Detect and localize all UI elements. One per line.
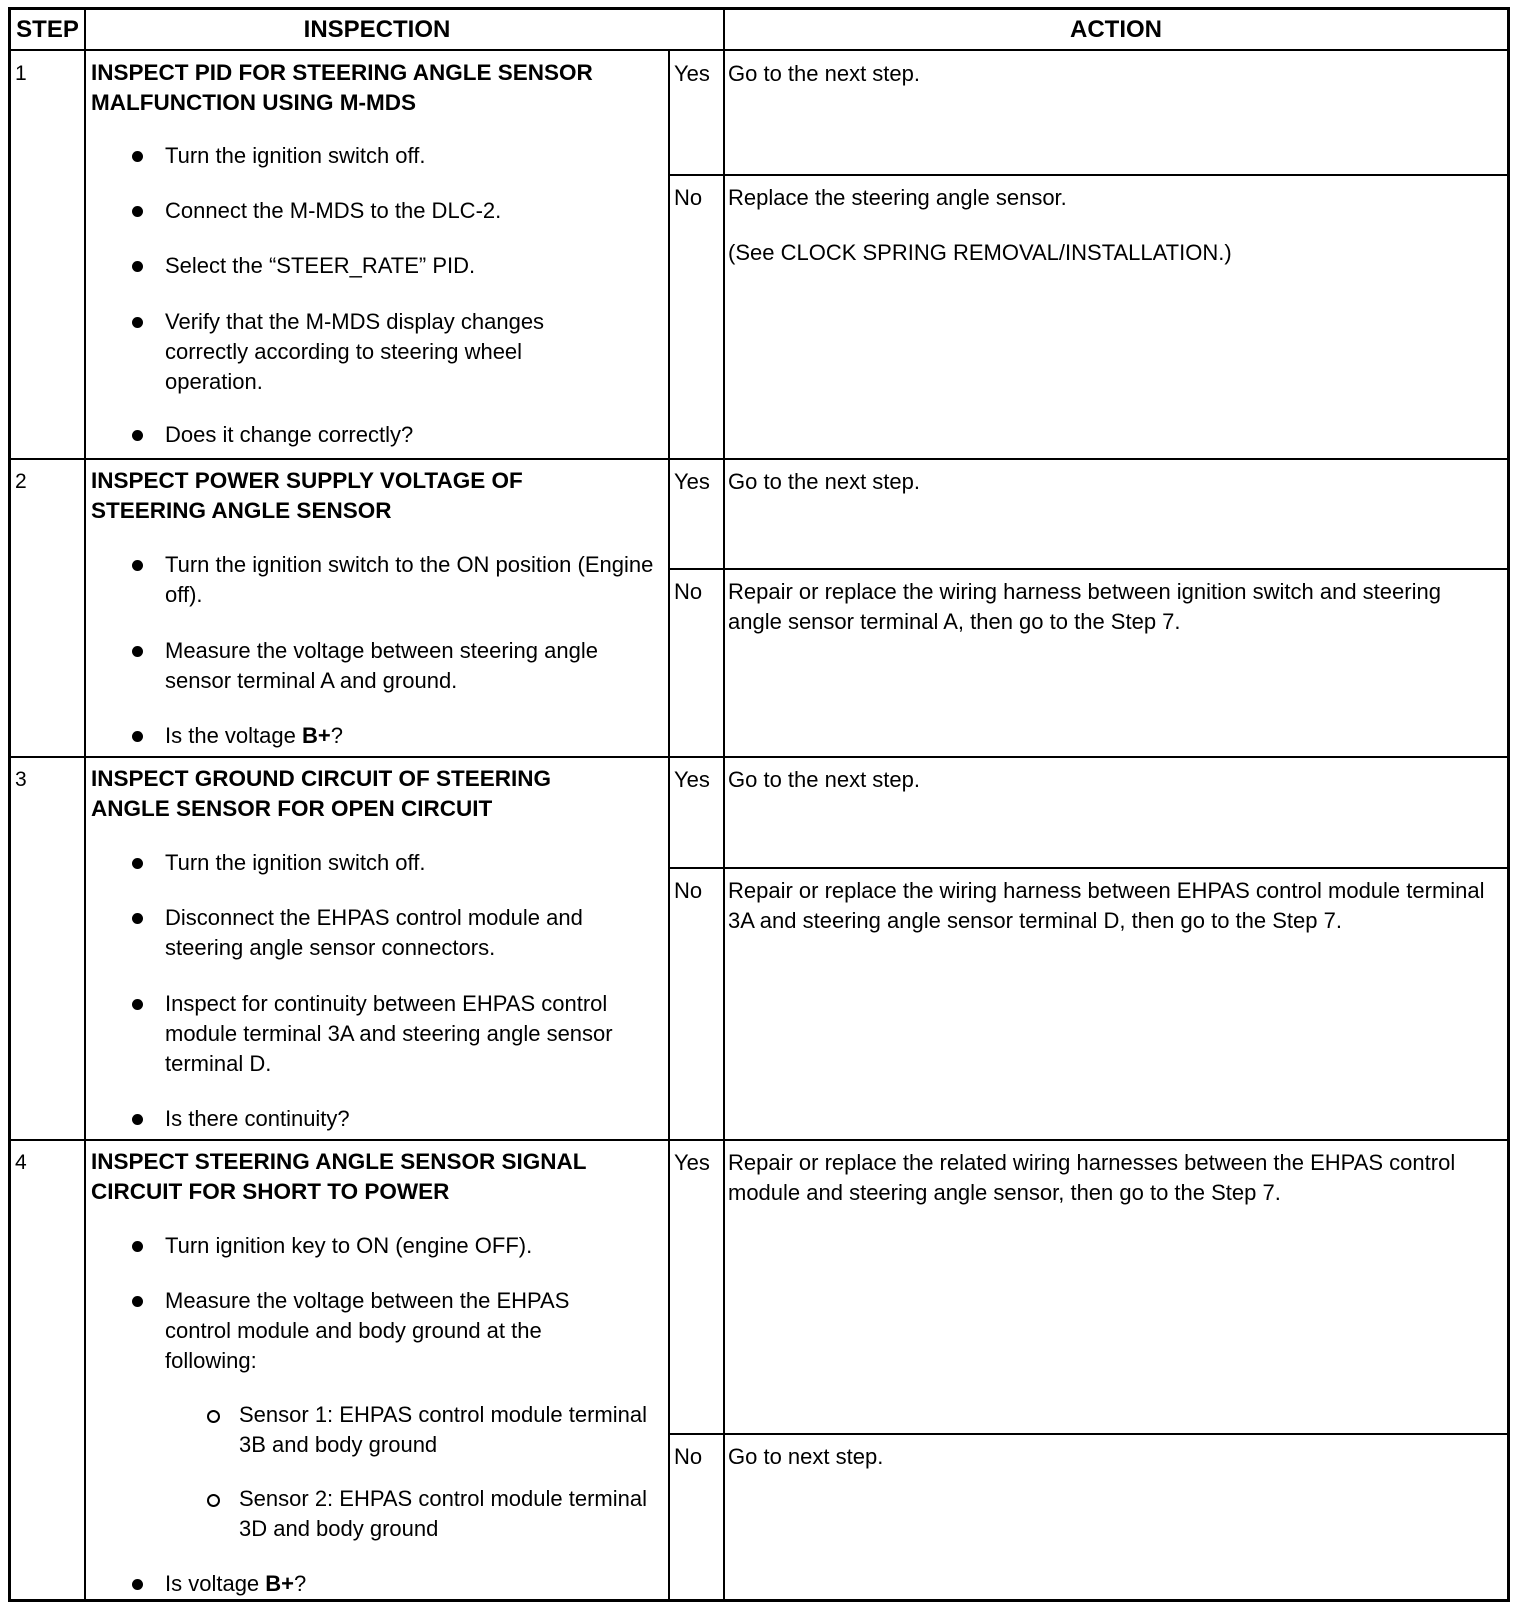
step-title bbox=[91, 764, 661, 824]
step-number: 4 bbox=[15, 1151, 27, 1174]
row-divider-2 bbox=[11, 756, 1507, 758]
title-line: ANGLE SENSOR FOR OPEN CIRCUIT bbox=[91, 796, 493, 821]
title-line: MALFUNCTION USING M-MDS bbox=[91, 90, 416, 115]
step-col-divider bbox=[84, 10, 86, 1602]
bullet-item: Measure the voltage between the EHPAS control module and body ground at the following: bbox=[165, 1286, 635, 1376]
step-number: 3 bbox=[15, 768, 27, 791]
step-number: 1 bbox=[15, 62, 27, 85]
no-label: No bbox=[674, 185, 703, 210]
diagnostic-table bbox=[8, 7, 1510, 1602]
no-action: Repair or replace the wiring harness between EHPAS control module terminal 3A and steering angle sensor terminal D, then go to the Step 7. bbox=[728, 878, 1485, 933]
header-inspection: INSPECTION bbox=[303, 16, 451, 43]
row-divider-1 bbox=[11, 458, 1507, 460]
no-action-note: (See CLOCK SPRING REMOVAL/INSTALLATION.) bbox=[728, 240, 1232, 265]
sub-item: Sensor 1: EHPAS control module terminal 3B and body ground bbox=[239, 1400, 659, 1460]
title-line: INSPECT GROUND CIRCUIT OF STEERING bbox=[91, 766, 552, 791]
title-line: CIRCUIT FOR SHORT TO POWER bbox=[91, 1179, 450, 1204]
no-action: Repair or replace the wiring harness between ignition switch and steering angle sensor terminal A, then go to the Step 7. bbox=[728, 579, 1441, 634]
yes-action: Go to the next step. bbox=[728, 767, 921, 792]
action-col-divider bbox=[723, 10, 725, 1602]
title-line: INSPECT PID FOR STEERING ANGLE SENSOR bbox=[91, 60, 593, 85]
bullet-question bbox=[165, 1569, 665, 1599]
no-label: No bbox=[674, 1444, 703, 1469]
question-value: B+ bbox=[265, 1571, 295, 1596]
title-line: INSPECT STEERING ANGLE SENSOR SIGNAL bbox=[91, 1149, 587, 1174]
yesno-col-divider bbox=[668, 49, 670, 1602]
bullet-item: Turn ignition key to ON (engine OFF). bbox=[165, 1231, 665, 1261]
bullet-item: Does it change correctly? bbox=[165, 420, 665, 450]
title-line: INSPECT POWER SUPPLY VOLTAGE OF bbox=[91, 468, 523, 493]
header-action: ACTION bbox=[1070, 16, 1162, 43]
question-text: Is the voltage bbox=[165, 723, 302, 748]
yes-label: Yes bbox=[674, 767, 710, 792]
step-title bbox=[91, 1147, 661, 1207]
title-line: STEERING ANGLE SENSOR bbox=[91, 498, 392, 523]
bullet-item: Measure the voltage between steering angle sensor terminal A and ground. bbox=[165, 636, 605, 696]
yesno-divider-2 bbox=[668, 568, 1507, 570]
bullet-item: Turn the ignition switch off. bbox=[165, 141, 665, 171]
yes-label: Yes bbox=[674, 1150, 710, 1175]
question-mark: ? bbox=[330, 723, 343, 748]
bullet-item: Disconnect the EHPAS control module and steering angle sensor connectors. bbox=[165, 903, 605, 963]
yes-label: Yes bbox=[674, 61, 710, 86]
yesno-divider-1 bbox=[668, 174, 1507, 176]
yesno-divider-4 bbox=[668, 1433, 1507, 1435]
step-number: 2 bbox=[15, 470, 27, 493]
bullet-item: Select the “STEER_RATE” PID. bbox=[165, 251, 665, 281]
no-action: Go to next step. bbox=[728, 1444, 884, 1469]
bullet-item: Turn the ignition switch off. bbox=[165, 848, 665, 878]
yes-label: Yes bbox=[674, 469, 710, 494]
bullet-item: Connect the M-MDS to the DLC-2. bbox=[165, 196, 665, 226]
header-step: STEP bbox=[16, 16, 79, 43]
yes-action: Go to the next step. bbox=[728, 469, 921, 494]
yes-action: Go to the next step. bbox=[728, 61, 921, 86]
question-text: Is voltage bbox=[165, 1571, 266, 1596]
bullet-question bbox=[165, 721, 665, 751]
sub-item: Sensor 2: EHPAS control module terminal 3D and body ground bbox=[239, 1484, 659, 1544]
step-title bbox=[91, 466, 661, 526]
bullet-item: Inspect for continuity between EHPAS control module terminal 3A and steering angle sensor terminal D. bbox=[165, 989, 615, 1079]
step-title bbox=[91, 58, 661, 118]
no-label: No bbox=[674, 579, 703, 604]
question-mark: ? bbox=[294, 1571, 307, 1596]
question-value: B+ bbox=[301, 723, 331, 748]
bullet-item: Is there continuity? bbox=[165, 1104, 665, 1134]
bullet-item: Verify that the M-MDS display changes correctly according to steering wheel operation. bbox=[165, 307, 605, 397]
no-label: No bbox=[674, 878, 703, 903]
yes-action: Repair or replace the related wiring harnesses between the EHPAS control module and steering angle sensor, then go to the Step 7. bbox=[728, 1150, 1456, 1205]
yesno-divider-3 bbox=[668, 867, 1507, 869]
bullet-item: Turn the ignition switch to the ON position (Engine off). bbox=[165, 550, 665, 610]
no-action: Replace the steering angle sensor. bbox=[728, 185, 1067, 210]
row-divider-3 bbox=[11, 1139, 1507, 1141]
